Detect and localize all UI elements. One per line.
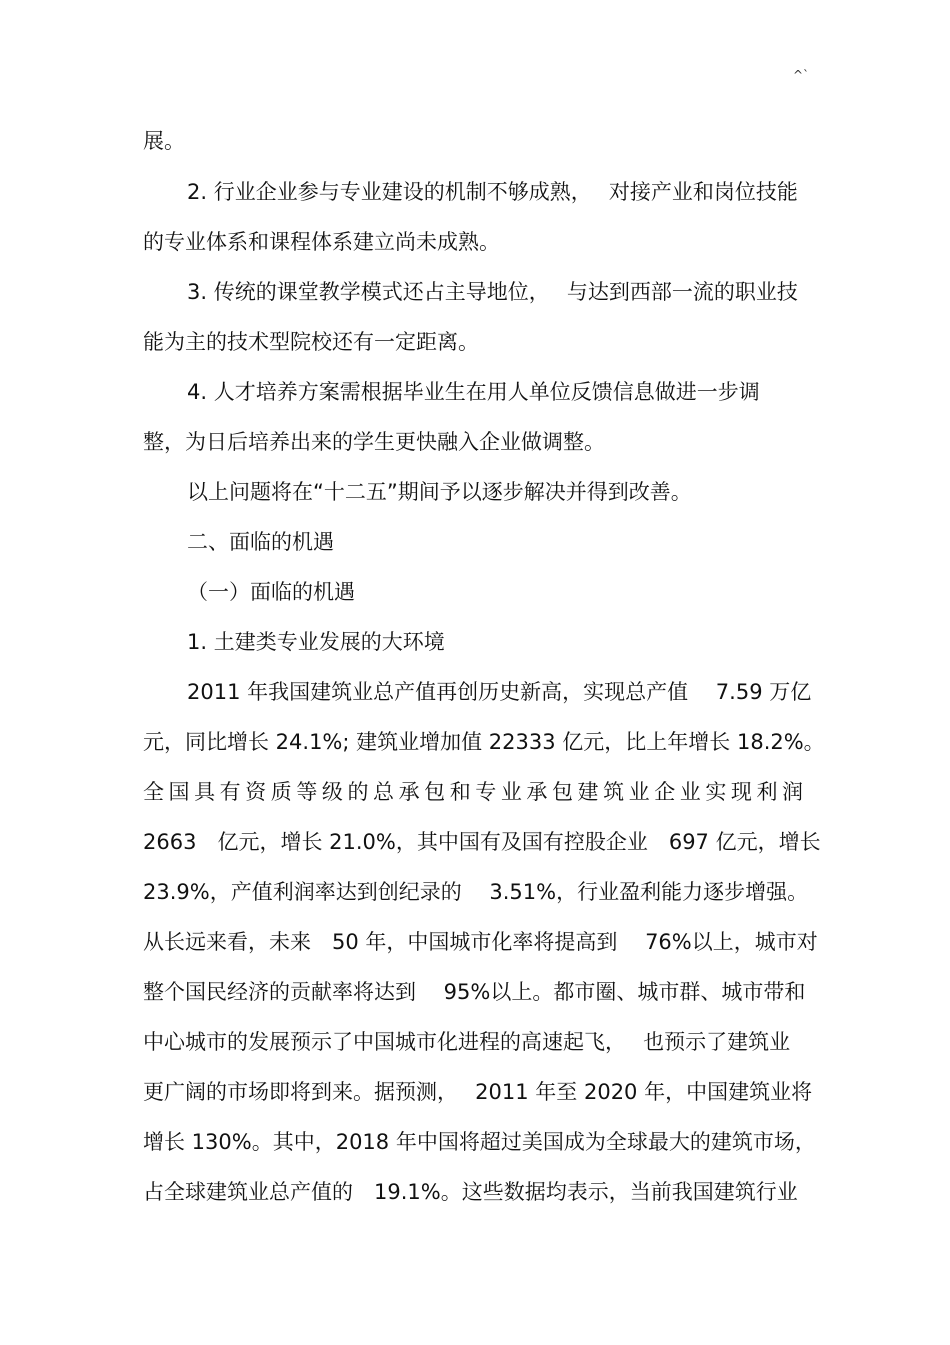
text-line-8: 以上问题将在“十二五”期间予以逐步解决并得到改善。 (187, 480, 692, 504)
text-line-4: 3. 传统的课堂教学模式还占主导地位， 与达到西部一流的职业技 (187, 280, 798, 304)
text-line-22: 占全球建筑业总产值的 19.1%。这些数据均表示，当前我国建筑行业 (143, 1180, 798, 1204)
text-line-20: 更广阔的市场即将到来。据预测， 2011 年至 2020 年，中国建筑业将 (143, 1080, 813, 1104)
text-line-18: 整个国民经济的贡献率将达到 95%以上。都市圈、城市群、城市带和 (143, 980, 806, 1004)
section-heading: 二、面临的机遇 (187, 530, 334, 554)
text-line-21: 增长 130%。其中，2018 年中国将超过美国成为全球最大的建筑市场， (143, 1130, 816, 1154)
text-line-2: 2. 行业企业参与专业建设的机制不够成熟， 对接产业和岗位技能 (187, 180, 798, 204)
text-line-17: 从长远来看，未来 50 年，中国城市化率将提高到 76%以上，城市对 (143, 930, 818, 954)
text-line-1: 展。 (143, 129, 185, 153)
text-line-6: 4. 人才培养方案需根据毕业生在用人单位反馈信息做进一步调 (187, 380, 760, 404)
text-line-16: 23.9%，产值利润率达到创纪录的 3.51%，行业盈利能力逐步增强。 (143, 880, 809, 904)
text-line-12: 2011 年我国建筑业总产值再创历史新高，实现总产值 7.59 万亿 (187, 680, 812, 704)
text-line-7: 整，为日后培养出来的学生更快融入企业做调整。 (143, 430, 605, 454)
text-line-13: 元，同比增长 24.1%; 建筑业增加值 22333 亿元，比上年增长 18.2%。 (143, 730, 825, 754)
text-line-5: 能为主的技术型院校还有一定距离。 (143, 330, 479, 354)
text-line-3: 的专业体系和课程体系建立尚未成熟。 (143, 230, 500, 254)
page-corner-mark: ^` (793, 68, 810, 82)
text-line-14: 全国具有资质等级的总承包和专业承包建筑业企业实现利润 (143, 780, 803, 804)
text-line-15: 2663 亿元，增长 21.0%，其中国有及国有控股企业 697 亿元，增长 (143, 830, 821, 854)
text-line-19: 中心城市的发展预示了中国城市化进程的高速起飞， 也预示了建筑业 (143, 1030, 791, 1054)
subsection-heading: （一）面临的机遇 (187, 580, 355, 604)
item-heading: 1. 土建类专业发展的大环境 (187, 630, 445, 654)
